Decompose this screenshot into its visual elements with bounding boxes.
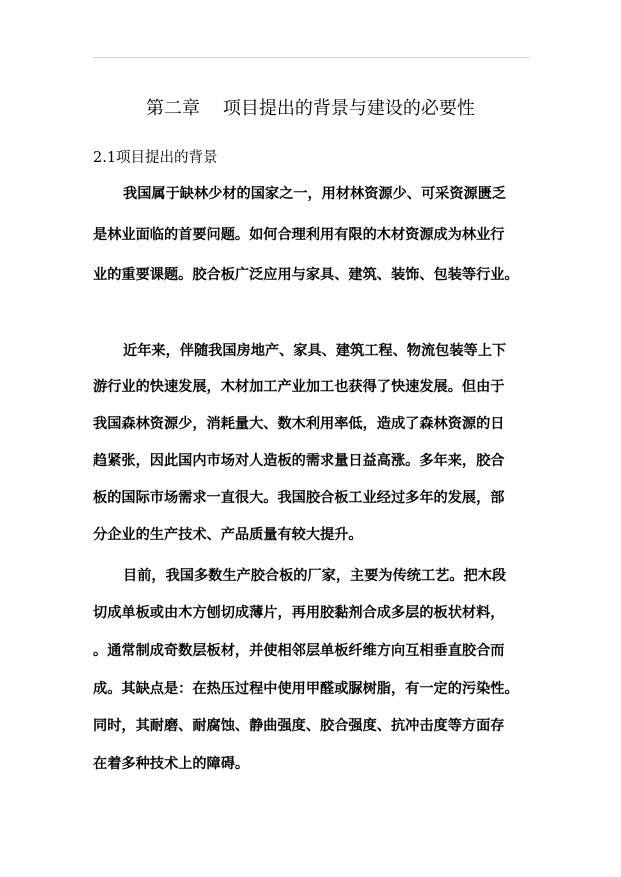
section-title: 2.1项目提出的背景 [93, 150, 218, 166]
paragraph-line: 切成单板或由木方刨切成薄片，再用胶黏剂合成多层的板状材料， [93, 605, 505, 621]
paragraph-line: 游行业的快速发展，木材加工产业加工也获得了快速发展。但由于 [93, 379, 505, 395]
paragraph-line: 。通常制成奇数层板材，并使相邻层单板纤维方向互相垂直胶合而 [93, 643, 505, 659]
paragraph-line: 在着多种技术上的障碍。 [93, 756, 250, 772]
paragraph-line: 近年来，伴随我国房地产、家具、建筑工程、物流包装等上下 [123, 343, 507, 359]
paragraph-line: 成。其缺点是：在热压过程中使用甲醛或脲树脂，有一定的污染性。 [93, 681, 519, 697]
header-divider [93, 57, 530, 58]
paragraph-line: 我国森林资源少，消耗量大、数木利用率低，造成了森林资源的日 [93, 416, 505, 432]
paragraph-line: 目前，我国多数生产胶合板的厂家，主要为传统工艺。把木段 [123, 568, 507, 584]
paragraph-line: 我国属于缺林少材的国家之一，用材林资源少、可采资源匮乏 [123, 186, 507, 202]
paragraph-line: 同时，其耐磨、耐腐蚀、静曲强度、胶合强度、抗冲击度等方面存 [93, 718, 505, 734]
paragraph-line: 分企业的生产技术、产品质量有较大提升。 [93, 527, 363, 543]
paragraph-line: 业的重要课题。胶合板广泛应用与家具、建筑、装饰、包装等行业。 [93, 267, 519, 283]
paragraph-line: 是林业面临的首要问题。如何合理利用有限的木材资源成为林业行 [93, 227, 505, 243]
paragraph-line: 趋紧张，因此国内市场对人造板的需求量日益高涨。多年来，胶合 [93, 453, 505, 469]
paragraph-line: 板的国际市场需求一直很大。我国胶合板工业经过多年的发展，部 [93, 490, 505, 506]
chapter-title: 第二章 项目提出的背景与建设的必要性 [146, 98, 475, 119]
